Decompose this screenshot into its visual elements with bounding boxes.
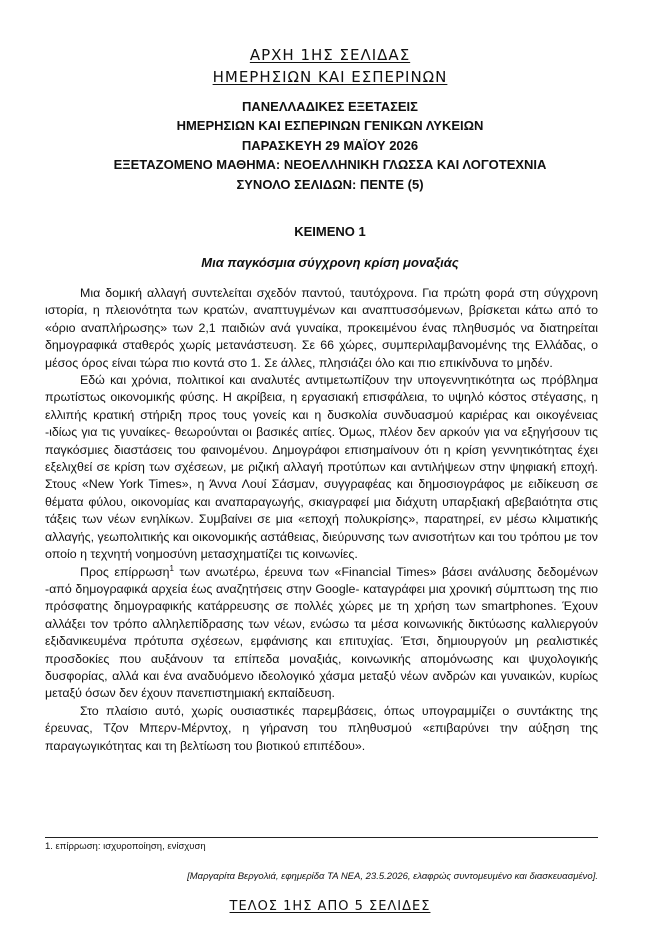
- page-start-label: ΑΡΧΗ 1ΗΣ ΣΕΛΙΔΑΣ: [249, 46, 411, 64]
- exam-header: [0, 97, 660, 194]
- text-label: ΚΕΙΜΕΝΟ 1: [294, 224, 366, 239]
- exam-subject: ΕΞΕΤΑΖΟΜΕΝΟ ΜΑΘΗΜΑ: ΝΕΟΕΛΛΗΝΙΚΗ ΓΛΩΣΣΑ ΚΑΙ ΛΟΓΟΤΕΧΝΙΑ: [113, 157, 547, 173]
- exam-date: ΠΑΡΑΣΚΕΥΗ 29 ΜΑΪΟΥ 2026: [241, 137, 419, 153]
- exam-page-count: ΣΥΝΟΛΟ ΣΕΛΙΔΩΝ: ΠΕΝΤΕ (5): [236, 176, 424, 192]
- exam-type-label: ΗΜΕΡΗΣΙΩΝ ΚΑΙ ΕΣΠΕΡΙΝΩΝ: [212, 68, 448, 86]
- page-end-footer: ΤΕΛΟΣ 1ΗΣ ΑΠΟ 5 ΣΕΛΙΔΕΣ: [229, 899, 431, 914]
- article-title: Μια παγκόσμια σύγχρονη κρίση μοναξιάς: [201, 255, 459, 270]
- paragraph-2: Εδώ και χρόνια, πολιτικοί και αναλυτές αντιμετωπίζουν την υπογεννητικότητα ως πρόβλημα πρωτίστως οικονομικής φύσης. Η ακρίβεια, η εργασιακή επισφάλεια, το υψηλό κόστος στέγασης, η ελλιπής κρατική στήριξη προς τους γονείς και η δυσκολία συνδυασμού καριέρας και οικογένειας -ιδίως για τις γυναίκες- θεωρούνται οι βασικές αιτίες. Όμως, πλέον δεν αρκούν για να εξηγήσουν τις παγκόσμιες διαστάσεις του φαινομένου. Δημογράφοι επισημαίνουν ότι η κρίση γεννητικότητας έχει εξελιχθεί σε κρίση των σχέσεων, με ριζική αλλαγή προτύπων και αντιλήψεων στην ψηφιακή εποχή. Στους «New York Times», η Άννα Λουί Σάσμαν, συγγραφέας και δημοσιογράφος με ειδίκευση σε θέματα φύλου, οικονομίας και αναπαραγωγής, σκιαγραφεί μια διάχυτη υπαρξιακή αβεβαιότητα στις τάξεις των νέων ενηλίκων. Συμβαίνει σε μια «εποχή πολυκρίσης», παρατηρεί, εν μέσω κλιματικής αλλαγής, γεωπολιτικής και οικονομικής αστάθειας, διεύρυνσης των ανισοτήτων και του τρόπου με τον οποίο η τεχνητή νοημοσύνη μετασχηματίζει τις κοινωνίες.: [45, 373, 598, 562]
- exam-schools: ΗΜΕΡΗΣΙΩΝ ΚΑΙ ΕΣΠΕΡΙΝΩΝ ΓΕΝΙΚΩΝ ΛΥΚΕΙΩΝ: [176, 118, 484, 134]
- paragraph-3-start: Προς επίρρωση: [80, 564, 170, 579]
- paragraph-3: [45, 564, 598, 703]
- article-body: [45, 285, 598, 755]
- footnote-marker: 1: [169, 563, 174, 573]
- footnote-divider: [45, 837, 598, 838]
- exam-title: ΠΑΝΕΛΛΑΔΙΚΕΣ ΕΞΕΤΑΣΕΙΣ: [242, 99, 418, 114]
- paragraph-4: Στο πλαίσιο αυτό, χωρίς ουσιαστικές παρεμβάσεις, όπως υπογραμμίζει ο συντάκτης της έρευνας, Τζον Μπερν-Μέρντοχ, η γήρανση του πληθυσμού «επιβαρύνει την αύξηση της παραγωγικότητας και τη βελτίωση του βιοτικού επιπέδου».: [45, 703, 598, 753]
- footnote: 1. επίρρωση: ισχυροποίηση, ενίσχυση: [45, 841, 206, 852]
- page-start-header: [0, 44, 660, 88]
- paragraph-1: Μια δομική αλλαγή συντελείται σχεδόν παντού, ταυτόχρονα. Για πρώτη φορά στη σύγχρονη ιστορία, η πλειονότητα των κρατών, αναπτυγμένων και αναπτυσσόμενων, βρίσκεται κάτω από το «όριο αναπλήρωσης» των 2,1 παιδιών ανά γυναίκα, προκειμένου ένας πληθυσμός να διατηρείται δημογραφικά σταθερός χωρίς μετανάστευση. Σε 66 χώρες, συμπεριλαμβανομένης της Ελλάδας, ο μέσος όρος είναι τώρα πιο κοντά στο 1. Σε άλλες, πλησιάζει όλο και πιο επικίνδυνα το μηδέν.: [45, 286, 598, 370]
- paragraph-3-rest: των ανωτέρω, έρευνα των «Financial Times» βάσει ανάλυσης δεδομένων -από δημογραφικά αρχεία έως αναζητήσεις στην Google- καταγράφει μια χρονική σύμπτωση της πιο πρόσφατης δημογραφικής κατάρρευσης σε πολλές χώρες με τη χρήση των smartphones. Έχουν αλλάξει τον τρόπο αλληλεπίδρασης των νέων, ενώσω τα μέσα κοινωνικής δικτύωσης καλλιεργούν εξιδανικευμένα πρότυπα σχέσεων, εμφάνισης και επιτυχίας. Έτσι, δημιουργούν μη ρεαλιστικές προσδοκίες που αυξάνουν τα επίπεδα μοναξιάς, κοινωνικής απομόνωσης και ψυχολογικής δυσφορίας, αλλά και ένα αναδυόμενο ιδεολογικό χάσμα μεταξύ νέων ανδρών και γυναικών, κυρίως μεταξύ όσων δεν έχουν πανεπιστημιακή εκπαίδευση.: [45, 564, 599, 701]
- source-citation: [Μαργαρίτα Βεργολιά, εφημερίδα ΤΑ ΝΕΑ, 23.5.2026, ελαφρώς συντομευμένο και διασκευασμένο].: [187, 871, 598, 882]
